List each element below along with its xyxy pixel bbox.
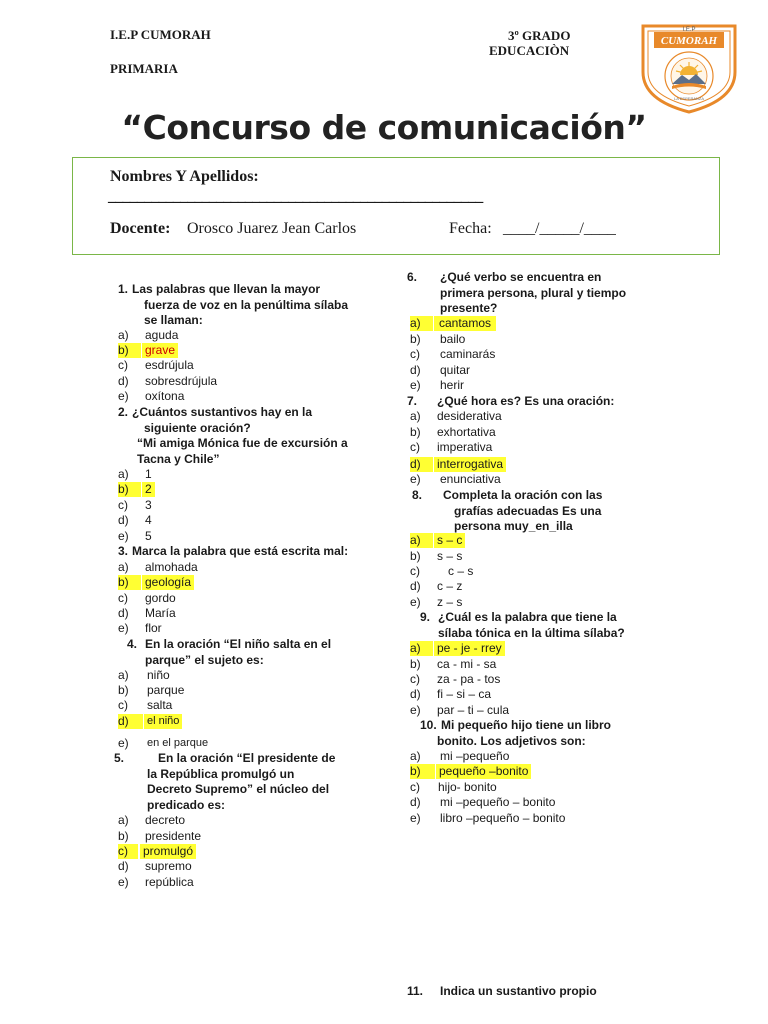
option-text: sobresdrújula	[145, 374, 218, 388]
option-text: desiderativa	[437, 409, 502, 423]
option-text: 2	[142, 482, 155, 497]
date-field[interactable]: ____/_____/____	[503, 220, 616, 237]
option-text: promulgó	[140, 844, 196, 859]
option-text: aguda	[145, 328, 179, 342]
question-number: 1.	[118, 282, 129, 296]
option-text: enunciativa	[440, 472, 501, 486]
question-text-line: “Mi amiga Mónica fue de excursión a	[137, 436, 348, 450]
option-text: presidente	[145, 829, 202, 843]
logo-motto: LA ESPERANZA	[673, 96, 705, 101]
option-text: interrogativa	[434, 457, 506, 472]
option-text: en el parque	[147, 737, 209, 749]
option-text: za - pa - tos	[437, 672, 501, 686]
question-text-line: ¿Cuál es la palabra que tiene la	[438, 610, 617, 624]
option-text: c – z	[437, 579, 463, 593]
logo-name: CUMORAH	[660, 35, 718, 47]
option-text: decreto	[145, 813, 186, 827]
question-text-line: En la oración “El presidente de	[158, 751, 336, 765]
option-text: grave	[142, 343, 178, 358]
option-text: gordo	[145, 591, 176, 605]
page-title: “Concurso de comunicación”	[121, 108, 647, 147]
option-text: mi –pequeño	[440, 749, 510, 763]
option-text: pe - je - rrey	[434, 641, 505, 656]
question-text-line: Completa la oración con las	[443, 488, 603, 502]
question-text-line: fuerza de voz en la penúltima sílaba	[144, 297, 349, 312]
question-text-line: Marca la palabra que está escrita mal:	[132, 544, 349, 558]
question-text-line: predicado es:	[147, 797, 226, 812]
option-text: parque	[147, 683, 185, 697]
names-line: ____________________________________________________	[108, 188, 483, 205]
option-text: pequeño –bonito	[436, 764, 531, 779]
option-text: 4	[145, 513, 152, 527]
option-text: ca - mi - sa	[437, 657, 497, 671]
option-text: 3	[145, 498, 152, 512]
option-text: 1	[145, 467, 152, 481]
option-text: cantamos	[434, 316, 496, 331]
option-text: república	[145, 875, 194, 889]
option-text: exhortativa	[437, 425, 496, 439]
option-text: María	[145, 606, 176, 620]
grade: 3º GRADO	[508, 28, 571, 43]
question-text-line: primera persona, plural y tiempo	[440, 285, 627, 300]
option-text: bailo	[440, 332, 466, 346]
option-text: hijo- bonito	[438, 780, 497, 794]
question-text-line: la República promulgó un	[147, 766, 295, 781]
question-number: 5.	[114, 751, 125, 765]
question-number: 2.	[118, 405, 129, 419]
teacher-name: Orosco Juarez Jean Carlos	[187, 220, 357, 237]
question-number: 9.	[420, 610, 431, 624]
option-text: el niño	[144, 714, 182, 729]
question-text-line: siguiente oración?	[144, 420, 251, 435]
question-text-line: grafías adecuadas Es una	[454, 503, 602, 518]
question-text-line: Indica un sustantivo propio	[440, 984, 597, 998]
question-text-line: ¿Cuántos sustantivos hay en la	[132, 405, 313, 419]
option-text: supremo	[145, 859, 192, 873]
option-text: almohada	[145, 560, 198, 574]
question-number: 8.	[412, 488, 423, 502]
question-text-line: presente?	[440, 301, 498, 315]
question-number: 6.	[407, 270, 418, 284]
question-number: 10.	[420, 718, 437, 732]
question-text-line: Las palabras que llevan la mayor	[132, 282, 321, 296]
question-text-line: se llaman:	[144, 313, 203, 327]
option-text: caminarás	[440, 347, 496, 361]
school-level: PRIMARIA	[110, 61, 178, 76]
names-label: Nombres Y Apellidos:	[110, 168, 259, 185]
option-text: flor	[145, 621, 162, 635]
option-text: 5	[145, 529, 152, 543]
option-text: niño	[147, 668, 170, 682]
question-text-line: persona muy_en_illa	[454, 519, 573, 533]
option-text: s – s	[437, 549, 463, 563]
question-text-line: bonito. Los adjetivos son:	[437, 733, 586, 748]
option-text: z – s	[437, 595, 463, 609]
question-number: 3.	[118, 544, 129, 558]
question-text-line: Decreto Supremo” el núcleo del	[147, 782, 330, 796]
question-text-line: ¿Qué hora es? Es una oración:	[437, 394, 615, 408]
option-text: par – ti – cula	[437, 703, 510, 717]
question-number: 11.	[407, 984, 424, 998]
subject-area: EDUCACIÒN	[489, 43, 570, 58]
question-text-line: Tacna y Chile”	[137, 451, 220, 466]
question-text-line: parque” el sujeto es:	[145, 652, 264, 667]
school-crest-logo	[640, 22, 738, 114]
option-text: mi –pequeño – bonito	[440, 795, 556, 809]
option-text: oxítona	[145, 389, 185, 403]
teacher-label: Docente:	[110, 220, 171, 237]
question-text-line: sílaba tónica en la última sílaba?	[438, 625, 625, 640]
question-text-line: Mi pequeño hijo tiene un libro	[441, 718, 611, 732]
school-name: I.E.P CUMORAH	[110, 27, 211, 42]
option-text: c – s	[448, 564, 474, 578]
option-text: fi – si – ca	[437, 687, 492, 701]
option-text: quitar	[440, 363, 471, 377]
option-text: libro –pequeño – bonito	[440, 811, 566, 825]
option-text: esdrújula	[145, 358, 194, 372]
option-text: herir	[440, 378, 465, 392]
option-text: s – c	[434, 533, 465, 548]
question-number: 7.	[407, 394, 418, 408]
date-label: Fecha:	[449, 220, 492, 237]
option-text: imperativa	[437, 440, 493, 454]
question-text-line: ¿Qué verbo se encuentra en	[440, 270, 602, 284]
logo-top-text: I.E.P	[682, 27, 696, 33]
option-text: geología	[142, 575, 194, 590]
question-number: 4.	[127, 637, 138, 651]
option-text: salta	[147, 698, 173, 712]
question-text-line: En la oración “El niño salta en el	[145, 637, 332, 651]
